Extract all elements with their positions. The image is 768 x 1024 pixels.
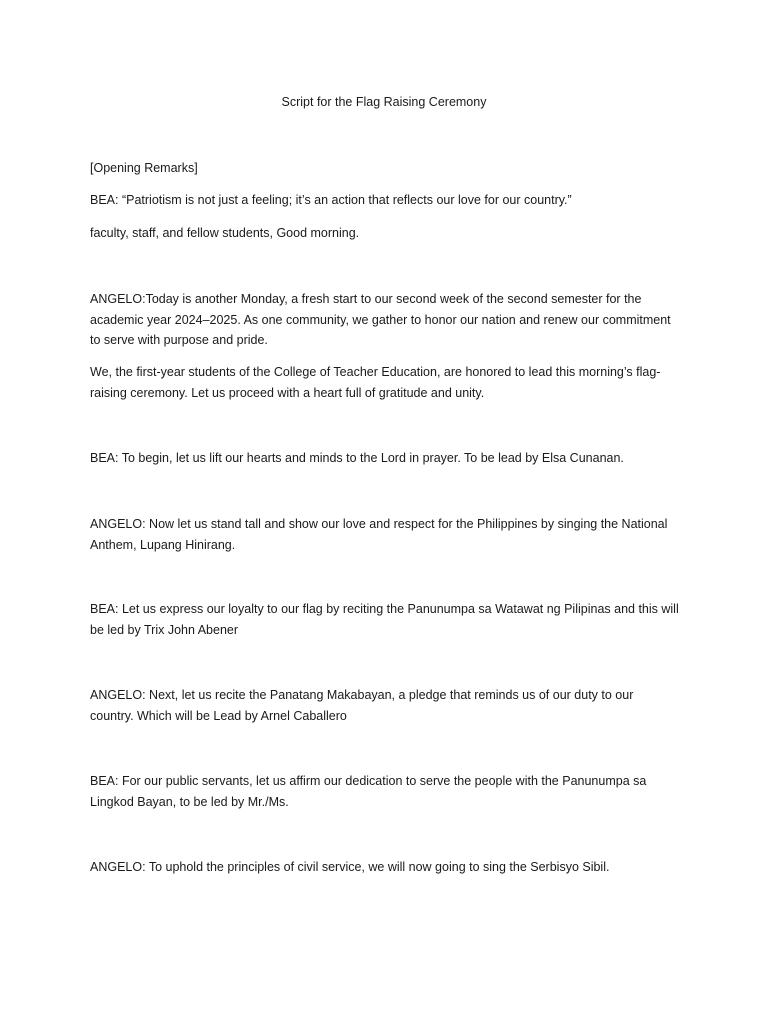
paragraph-prayer: BEA: To begin, let us lift our hearts and minds to the Lord in prayer. To be lead by Elsa Cunanan. (90, 451, 624, 465)
paragraph-panatang-makabayan: ANGELO: Next, let us recite the Panatang Makabayan, a pledge that reminds us of our duty to our country. Which will be Lead by Arnel Caballero (90, 688, 634, 723)
paragraph-panunumpa-watawat: BEA: Let us express our loyalty to our flag by reciting the Panunumpa sa Watawat ng Pilipinas and this will be led by Trix John Abener (90, 602, 679, 637)
paragraph-greeting: faculty, staff, and fellow students, Good morning. (90, 226, 360, 240)
paragraph-angelo-intro: ANGELO:Today is another Monday, a fresh start to our second week of the second semester for the academic year 2024–2025. As one community, we gather to honor our nation and renew our commitment to serve with purpose and pride. (90, 292, 671, 347)
paragraph-first-year: We, the first-year students of the College of Teacher Education, are honored to lead this morning’s flag-raising ceremony. Let us proceed with a heart full of gratitude and unity. (90, 365, 661, 400)
paragraph-lingkod-bayan: BEA: For our public servants, let us affirm our dedication to serve the people with the Panunumpa sa Lingkod Bayan, to be led by Mr./Ms. (90, 774, 647, 809)
paragraph-bea-quote: BEA: “Patriotism is not just a feeling; it’s an action that reflects our love for our country.” (90, 193, 572, 207)
paragraph-national-anthem: ANGELO: Now let us stand tall and show our love and respect for the Philippines by singing the National Anthem, Lupang Hinirang. (90, 517, 668, 552)
paragraph-opening-remarks: [Opening Remarks] (90, 161, 198, 175)
paragraph-serbisyo-sibil: ANGELO: To uphold the principles of civil service, we will now going to sing the Serbisyo Sibil. (90, 860, 610, 874)
page-title: Script for the Flag Raising Ceremony (281, 95, 487, 109)
